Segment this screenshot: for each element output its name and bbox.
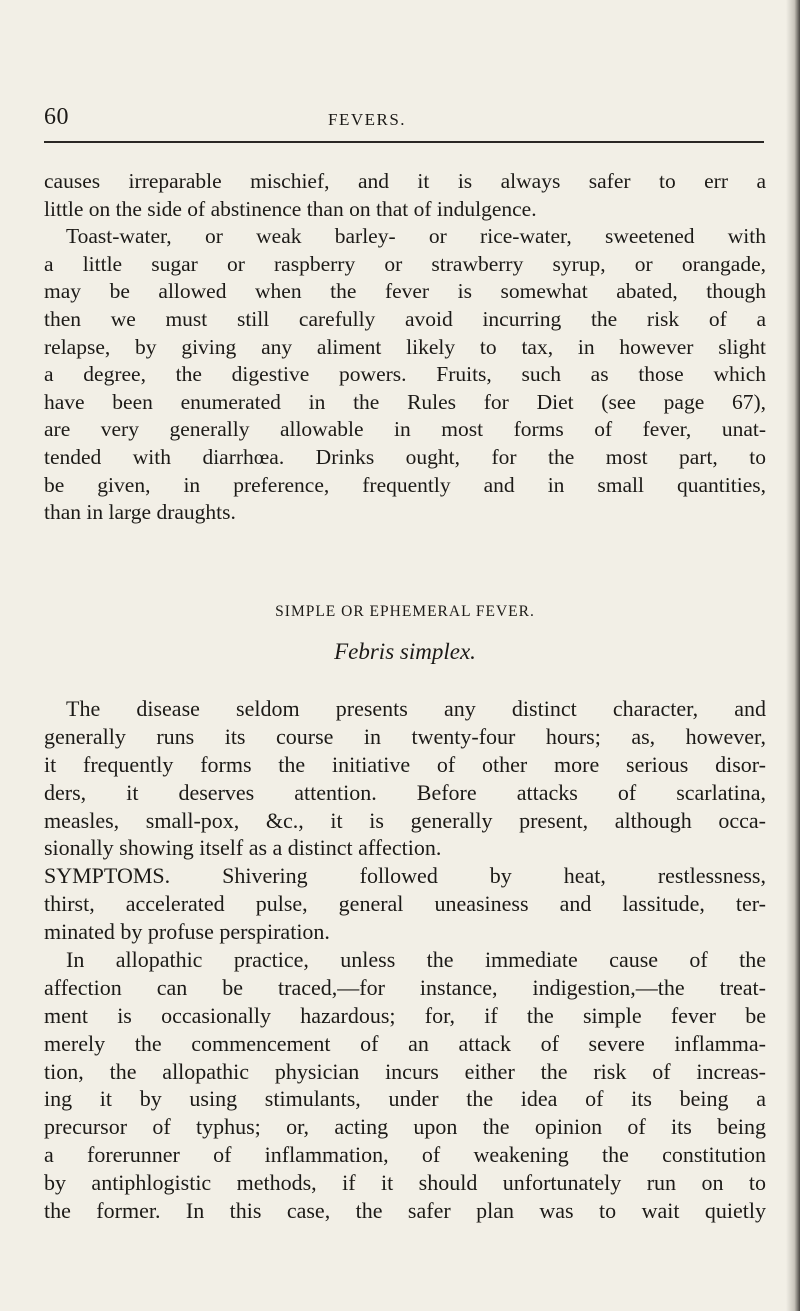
paragraph-line: a degree, the digestive powers. Fruits, such as those which: [44, 362, 766, 387]
paragraph-line: ment is occasionally hazardous; for, if the simple fever be: [44, 1002, 766, 1028]
paragraph-line: measles, small-pox, &c., it is generally present, although occa-: [44, 807, 766, 833]
paragraph-line: then we must still carefully avoid incurring the risk of a: [44, 306, 766, 331]
paragraph-line: a forerunner of inflammation, of weakening the constitution: [44, 1142, 766, 1168]
page-edge-shadow: [786, 0, 800, 1311]
paragraph-line: are very generally allowable in most forms of fever, unat-: [44, 417, 766, 442]
paragraph-line: than in large draughts.: [44, 500, 236, 525]
paragraph-line: affection can be traced,—for instance, indigestion,—the treat-: [44, 974, 766, 1000]
paragraph-line: Toast-water, or weak barley- or rice-water, sweetened with: [66, 224, 766, 249]
paragraph-line: have been enumerated in the Rules for Diet (see page 67),: [44, 389, 766, 414]
opening-text: [44, 168, 766, 527]
paragraph-line: The disease seldom presents any distinct character, and: [66, 696, 766, 721]
page-header: [44, 104, 764, 138]
paragraph-line: tended with diarrhœa. Drinks ought, for the most part, to: [44, 444, 766, 469]
paragraph-line: causes irreparable mischief, and it is always safer to err a: [44, 169, 766, 193]
paragraph-line: minated by profuse perspiration.: [44, 919, 330, 945]
paragraph-line: SYMPTOMS. Shivering followed by heat, restlessness,: [44, 863, 766, 889]
paragraph-line: ders, it deserves attention. Before attacks of scarlatina,: [44, 779, 766, 805]
paragraph-line: merely the commencement of an attack of severe inflamma-: [44, 1030, 766, 1056]
running-head: FEVERS.: [328, 110, 407, 129]
paragraph-line: generally runs its course in twenty-four hours; as, however,: [44, 723, 766, 749]
section-subtitle: Febris simplex.: [334, 639, 476, 664]
paragraph-line: little on the side of abstinence than on that of indulgence.: [44, 196, 537, 221]
section-text: [44, 695, 766, 1225]
paragraph-line: ing it by using stimulants, under the idea of its being a: [44, 1086, 766, 1112]
paragraph-line: thirst, accelerated pulse, general uneasiness and lassitude, ter-: [44, 891, 766, 917]
paragraph-line: the former. In this case, the safer plan was to wait quietly: [44, 1198, 766, 1224]
paragraph-line: precursor of typhus; or, acting upon the opinion of its being: [44, 1114, 766, 1140]
paragraph-line: tion, the allopathic physician incurs either the risk of increas-: [44, 1058, 766, 1084]
paragraph-line: it frequently forms the initiative of other more serious disor-: [44, 751, 766, 777]
section-heading: SIMPLE OR EPHEMERAL FEVER.: [275, 603, 535, 620]
paragraph-line: may be allowed when the fever is somewhat abated, though: [44, 279, 766, 304]
paragraph-line: sionally showing itself as a distinct affection.: [44, 835, 442, 861]
page-number: 60: [44, 104, 69, 130]
section-header: [44, 599, 766, 667]
paragraph-line: be given, in preference, frequently and in small quantities,: [44, 472, 766, 497]
paragraph-line: by antiphlogistic methods, if it should unfortunately run on to: [44, 1170, 766, 1196]
paragraph-line: relapse, by giving any aliment likely to tax, in however slight: [44, 334, 766, 359]
paragraph-line: In allopathic practice, unless the immediate cause of the: [66, 947, 766, 973]
paragraph-line: a little sugar or raspberry or strawberry syrup, or orangade,: [44, 251, 766, 276]
header-rule: [44, 141, 764, 143]
